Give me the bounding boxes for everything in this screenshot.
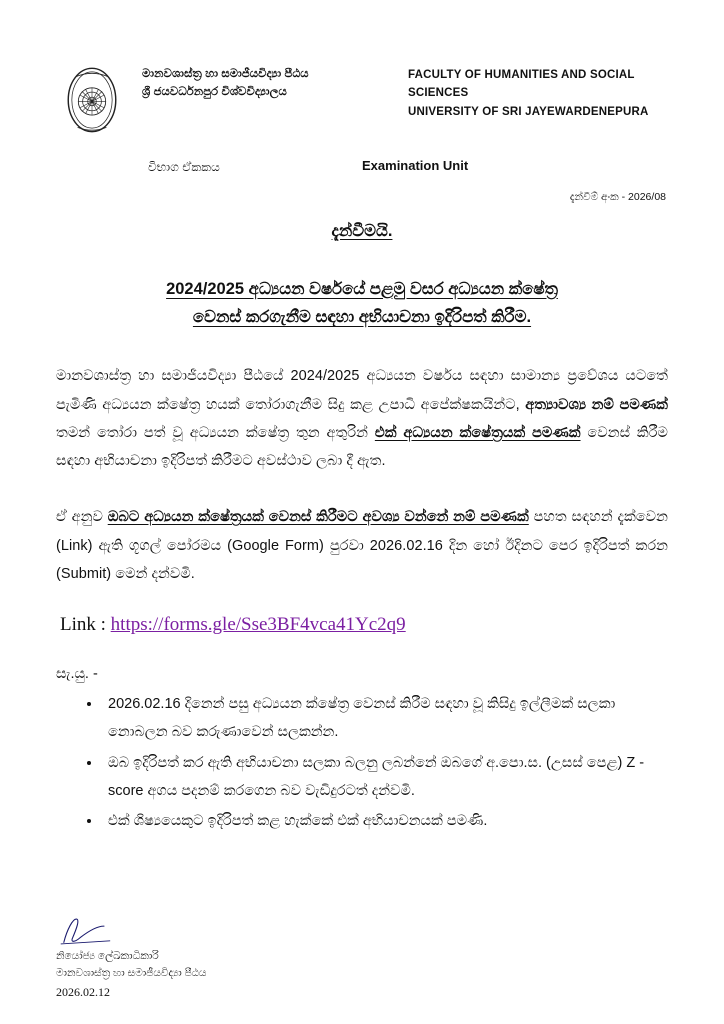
university-name-english: UNIVERSITY OF SRI JAYEWARDENEPURA: [408, 105, 649, 118]
university-name-sinhala: ශ්‍රී ජයවර්ධනපුර විශ්වවිද්‍යාලය: [142, 85, 287, 98]
faculty-name-sinhala-line1: මානවශාස්ත්‍ර හා සමාජීයවිද්‍යා පීඨය: [142, 68, 309, 80]
faculty-name-english: FACULTY OF HUMANITIES AND SOCIAL SCIENCES: [408, 69, 635, 100]
form-link-label: Link :: [60, 614, 111, 636]
signatory-faculty: මානවශාස්ත්‍ර හා සමාජීයවිද්‍යා පීඨය: [56, 967, 207, 980]
document-date: 2026.02.12: [56, 985, 110, 999]
notes-list: [56, 690, 668, 835]
notice-heading: දැන්වීමයි.: [331, 221, 393, 240]
notes-heading: සැ.යු. -: [56, 666, 98, 683]
paragraph-two: [56, 503, 668, 588]
page-title-line-1: 2024/2025 අධ්‍යයන වර්ෂයේ පළමු වසර අධ්‍යයන ක්ෂේත්‍ර: [166, 279, 558, 298]
paragraph-one: [56, 362, 668, 475]
exam-unit-row: [56, 158, 668, 177]
paragraph-two-part-a: ඒ අනුව: [56, 509, 108, 526]
paragraph-one-highlight-1: අත්‍යාවශ්‍ය නම් පමණක්: [525, 396, 668, 413]
exam-unit-english: Examination Unit: [362, 158, 469, 173]
form-link-line: [56, 614, 668, 636]
google-form-link[interactable]: https://forms.gle/Sse3BF4vca41Yc2q9: [110, 614, 406, 636]
paragraph-one-highlight-2: එක් අධ්‍යයන ක්ෂේත්‍රයක් පමණක්: [374, 424, 581, 441]
paragraph-one-part-b: තමන් තෝරා පත් වූ අධ්‍යයන ක්ෂේත්‍ර තුන අතුරින්: [56, 424, 375, 441]
paragraph-one-part-a: මානවශාස්ත්‍ර හා සමාජීයවිද්‍යා පීඨයේ 2024/2025 අධ්‍යයන වර්ෂය සඳහා සාමාන්‍ය ප්‍රවේශය යටතේ පැමිණි අධ්‍යයන ක්ෂේත්‍ර හයක් තෝරාගැනීම සිදු කළ උපාධි අපේක්ෂකයින්ට,: [56, 368, 668, 413]
list-item: • 2026.02.16 දිනෙන් පසු අධ්‍යයන ක්ෂේත්‍ර වෙනස් කිරීම සඳහා වූ කිසිදු ඉල්ලීමක් සලකා නොබලන බව කරුණාවෙන් සලකන්න.: [102, 690, 668, 747]
page-title: [56, 275, 668, 333]
university-crest-icon: [56, 64, 128, 136]
list-item: • ඔබ ඉදිරිපත් කර ඇති අභියාචනා සලකා බලනු ලබන්නේ ඔබගේ අ.පො.ස. (උසස් පෙළ) Z - score අගය පදනම් කරගෙන බව වැඩිදුරටත් දන්වමි.: [102, 749, 668, 806]
page-title-line-2: වෙනස් කරගැනීම සඳහා අභියාචනා ඉදිරිපත් කිරීම.: [192, 308, 532, 327]
signatory-title: නියෝජ්‍ය ලේඛකාධිකාරි: [56, 950, 159, 963]
exam-unit-sinhala: විභාග ඒකකය: [148, 160, 220, 174]
paragraph-two-highlight-1: ඔබට අධ්‍යයන ක්ෂේත්‍රයක් වෙනස් කිරීමට අවශ්‍ය වන්නේ නම් පමණක්: [107, 509, 529, 526]
paragraph-two-part-b: පහත සඳහන් දැක්වෙන (Link) ඇති ගූගල් පෝරමය (Google Form) පුරවා 2026.02.16 දින හෝ ඊදිනට පෙර ඉදිරිපත් කරන (Submit) මෙන් දන්වමි.: [56, 509, 668, 582]
document-header: [56, 48, 668, 136]
document-footer: [56, 913, 206, 1000]
notice-reference-number: දැන්වීම් අංක - 2026/08: [569, 190, 666, 203]
handwritten-signature-icon: [56, 913, 118, 947]
paragraph-one-part-c: වෙනස් කිරීම සඳහා අභියාචනා ඉදිරිපත් කිරීමට අවස්ථාව ලබා දී ඇත.: [56, 424, 668, 470]
list-item: • එක් ශිෂ්‍යයෙකුට ඉදිරිපත් කළ හැක්කේ එක් අභියාචනයක් පමණි.: [102, 807, 668, 835]
